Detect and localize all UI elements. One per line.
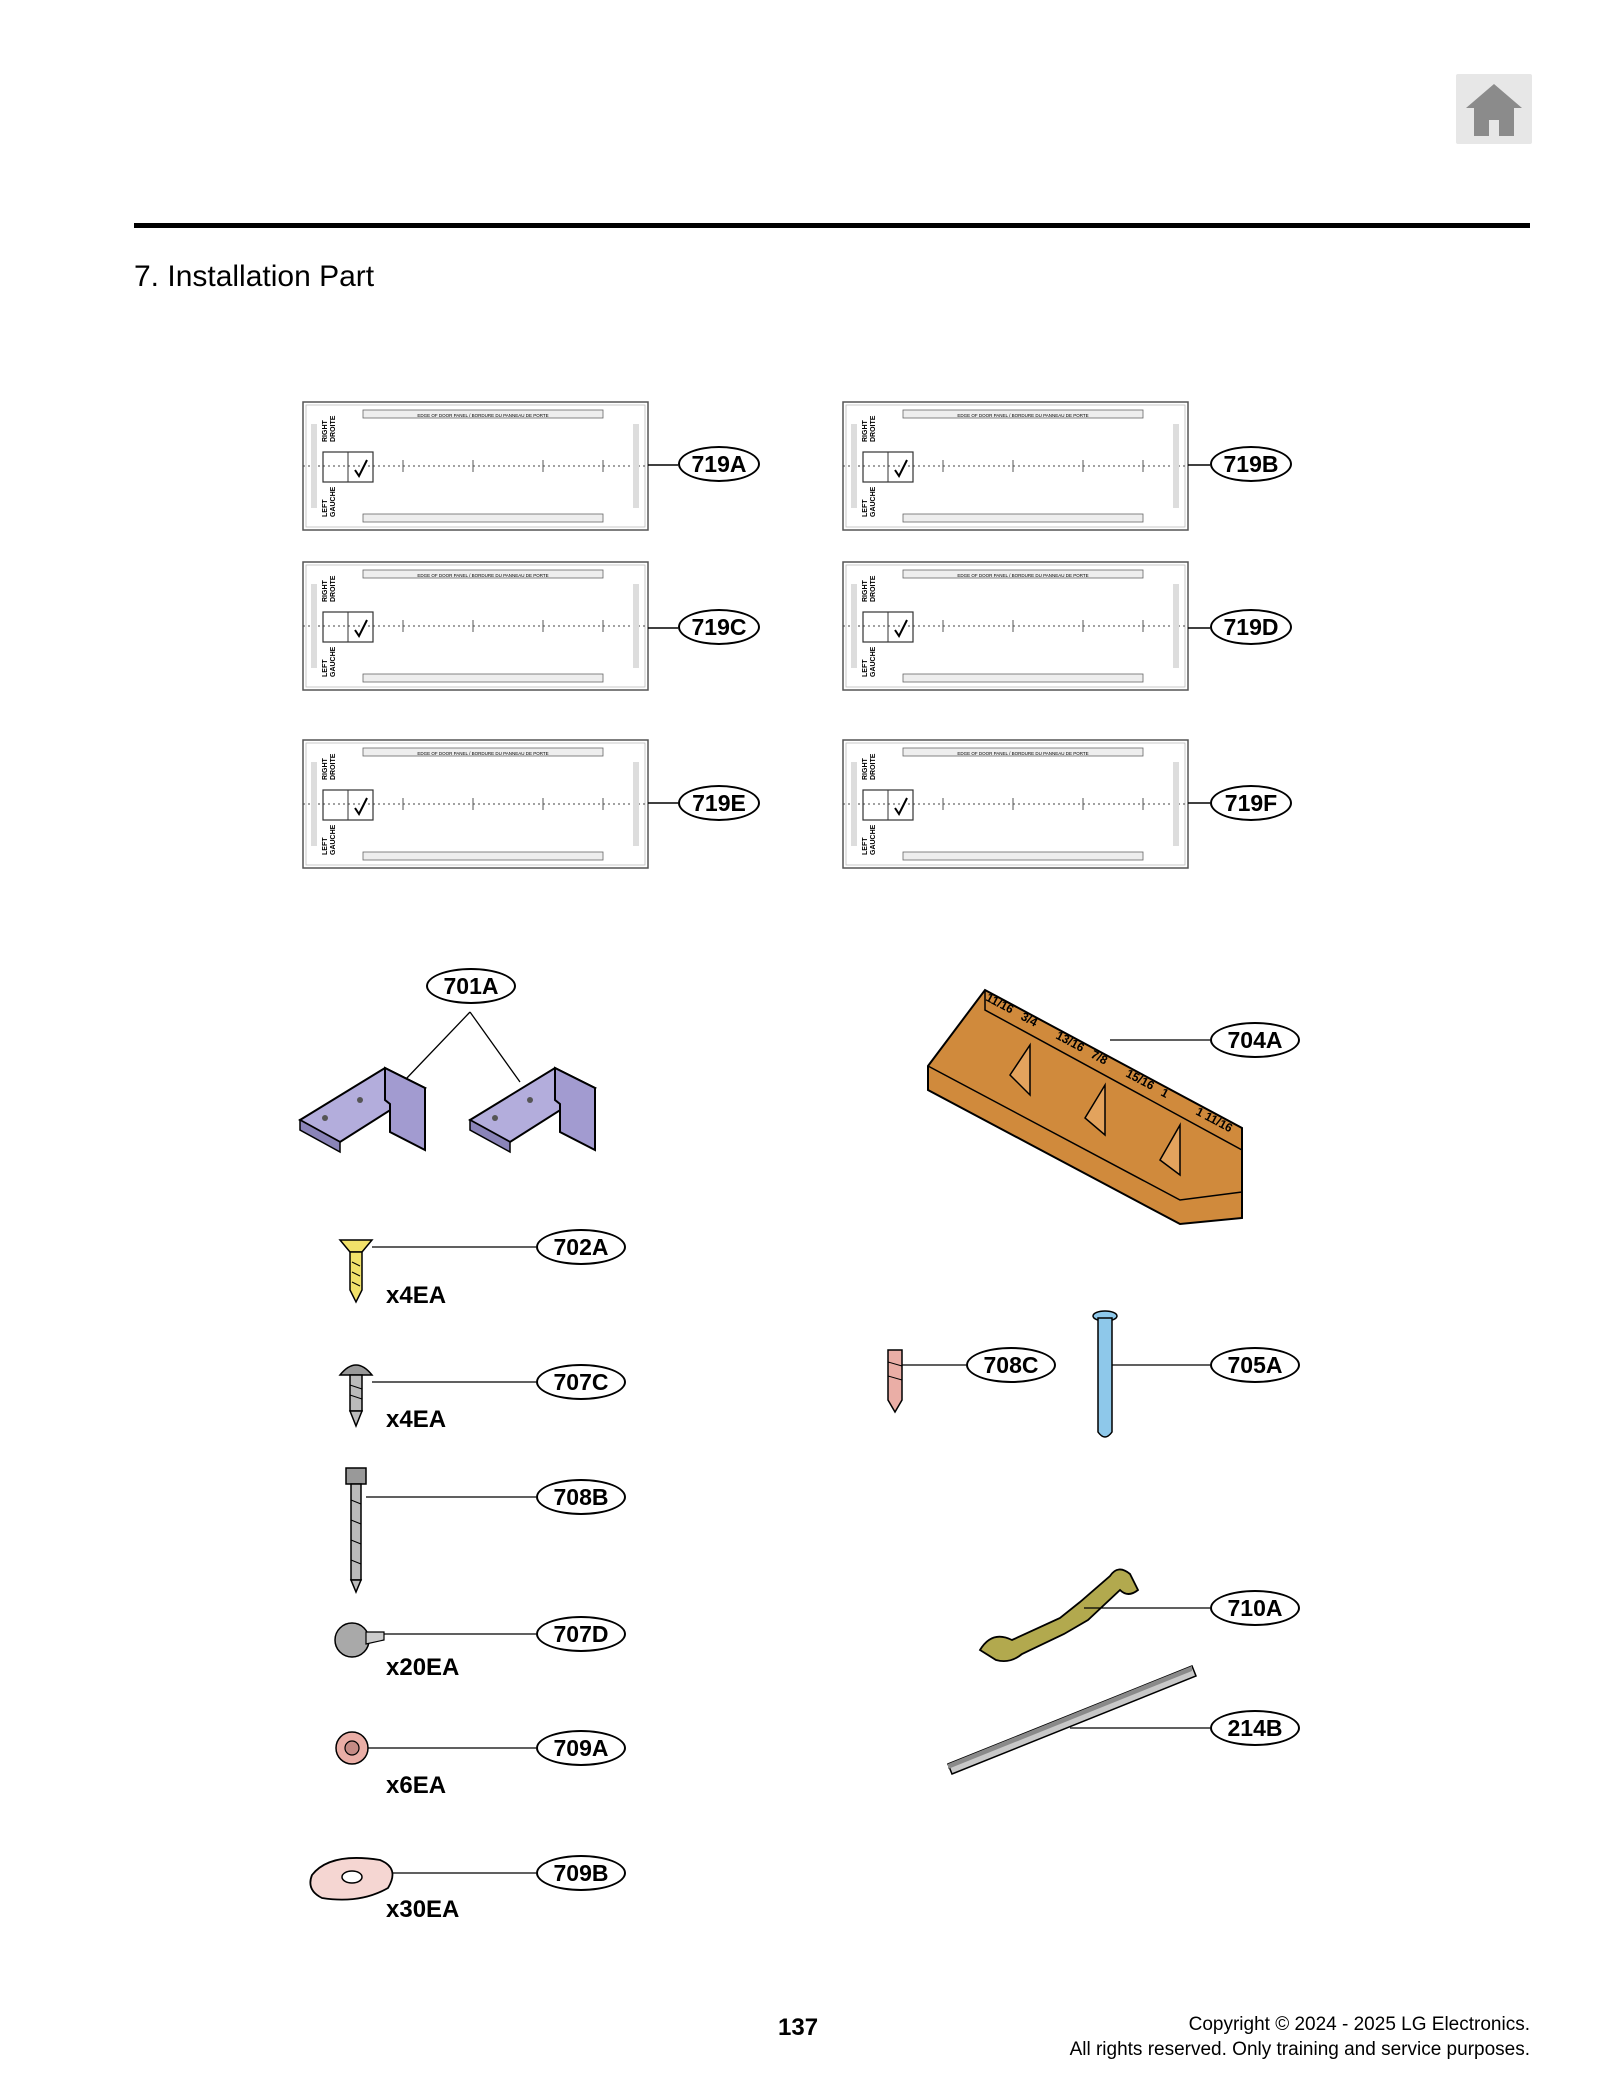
- callout-719A: 719A: [678, 446, 760, 482]
- anchor-708C: [888, 1350, 966, 1412]
- section-title: 7. Installation Part: [134, 260, 375, 293]
- callout-701A: 701A: [426, 968, 516, 1004]
- template-left-label: LEFT: [862, 659, 869, 677]
- template-719E: [303, 740, 648, 868]
- template-droite-label: DROITE: [330, 753, 337, 780]
- callout-719D: 719D: [1210, 609, 1292, 645]
- gauge-scale-label: 13/16: [1053, 1028, 1087, 1055]
- bolt-707D: [335, 1623, 536, 1657]
- template-left-label: LEFT: [862, 837, 869, 855]
- template-719D: [843, 562, 1188, 690]
- callout-719C: 719C: [678, 609, 760, 645]
- template-edge-label: EDGE OF DOOR PANEL / BORDURE DU PANNEAU DE PORTE: [957, 751, 1089, 756]
- template-gauche-label: GAUCHE: [330, 646, 337, 677]
- template-right-label: RIGHT: [862, 420, 869, 442]
- gauge-scale-label: 1: [1158, 1085, 1172, 1101]
- template-left-label: LEFT: [322, 659, 329, 677]
- qty-707D: x20EA: [386, 1654, 460, 1681]
- callout-719F: 719F: [1210, 785, 1292, 821]
- template-droite-label: DROITE: [870, 753, 877, 780]
- template-right-label: RIGHT: [862, 758, 869, 780]
- callout-707D: 707D: [536, 1616, 626, 1652]
- callout-709B: 709B: [536, 1855, 626, 1891]
- template-gauche-label: GAUCHE: [870, 646, 877, 677]
- template-left-label: LEFT: [862, 499, 869, 517]
- template-droite-label: DROITE: [330, 575, 337, 602]
- template-droite-label: DROITE: [870, 415, 877, 442]
- wrench-710A: [980, 1569, 1210, 1661]
- copyright-line-1: Copyright © 2024 - 2025 LG Electronics.: [1188, 2014, 1530, 2035]
- template-right-label: RIGHT: [322, 758, 329, 780]
- template-right-label: RIGHT: [862, 580, 869, 602]
- callout-719E: 719E: [678, 785, 760, 821]
- gauge-scale-label: 15/16: [1123, 1066, 1157, 1093]
- bolt-708B: [346, 1468, 536, 1592]
- template-edge-label: EDGE OF DOOR PANEL / BORDURE DU PANNEAU DE PORTE: [957, 413, 1089, 418]
- callout-708B: 708B: [536, 1479, 626, 1515]
- template-right-label: RIGHT: [322, 420, 329, 442]
- copyright: [1070, 2012, 1530, 2062]
- template-gauche-label: GAUCHE: [330, 824, 337, 855]
- callout-708C: 708C: [966, 1347, 1056, 1383]
- callout-710A: 710A: [1210, 1590, 1300, 1626]
- callout-707C: 707C: [536, 1364, 626, 1400]
- qty-707C: x4EA: [386, 1406, 447, 1433]
- template-droite-label: DROITE: [870, 575, 877, 602]
- callout-214B: 214B: [1210, 1710, 1300, 1746]
- qty-709B: x30EA: [386, 1896, 460, 1923]
- callout-709A: 709A: [536, 1730, 626, 1766]
- qty-709A: x6EA: [386, 1772, 447, 1799]
- template-gauche-label: GAUCHE: [870, 486, 877, 517]
- pin-705A: [1093, 1311, 1210, 1437]
- template-edge-label: EDGE OF DOOR PANEL / BORDURE DU PANNEAU DE PORTE: [417, 413, 549, 418]
- template-719B: [843, 402, 1188, 530]
- template-edge-label: EDGE OF DOOR PANEL / BORDURE DU PANNEAU DE PORTE: [417, 751, 549, 756]
- template-gauche-label: GAUCHE: [870, 824, 877, 855]
- template-719F: [843, 740, 1188, 868]
- washer-709B: [310, 1858, 536, 1900]
- template-edge-label: EDGE OF DOOR PANEL / BORDURE DU PANNEAU DE PORTE: [957, 573, 1089, 578]
- gauge-scale-label: 3/4: [1018, 1009, 1040, 1030]
- template-droite-label: DROITE: [330, 415, 337, 442]
- template-left-label: LEFT: [322, 837, 329, 855]
- bracket-701A: [300, 1012, 595, 1152]
- template-left-label: LEFT: [322, 499, 329, 517]
- copyright-line-2: All rights reserved. Only training and service purposes.: [1069, 2039, 1530, 2060]
- qty-702A: x4EA: [386, 1282, 447, 1309]
- gauge-scale-label: 7/8: [1088, 1047, 1110, 1068]
- template-719A: [303, 402, 648, 530]
- template-719C: [303, 562, 648, 690]
- gauge-scale-label: 1 11/16: [1193, 1104, 1235, 1136]
- rail-214B: [948, 1666, 1210, 1774]
- callout-702A: 702A: [536, 1229, 626, 1265]
- page-number: 137: [778, 2014, 819, 2041]
- template-edge-label: EDGE OF DOOR PANEL / BORDURE DU PANNEAU DE PORTE: [417, 573, 549, 578]
- template-gauche-label: GAUCHE: [330, 486, 337, 517]
- callout-719B: 719B: [1210, 446, 1292, 482]
- callout-705A: 705A: [1210, 1347, 1300, 1383]
- template-right-label: RIGHT: [322, 580, 329, 602]
- gauge-704A: [928, 990, 1242, 1224]
- callout-704A: 704A: [1210, 1022, 1300, 1058]
- gauge-scale-label: 11/16: [983, 990, 1017, 1017]
- nut-709A: [336, 1732, 536, 1764]
